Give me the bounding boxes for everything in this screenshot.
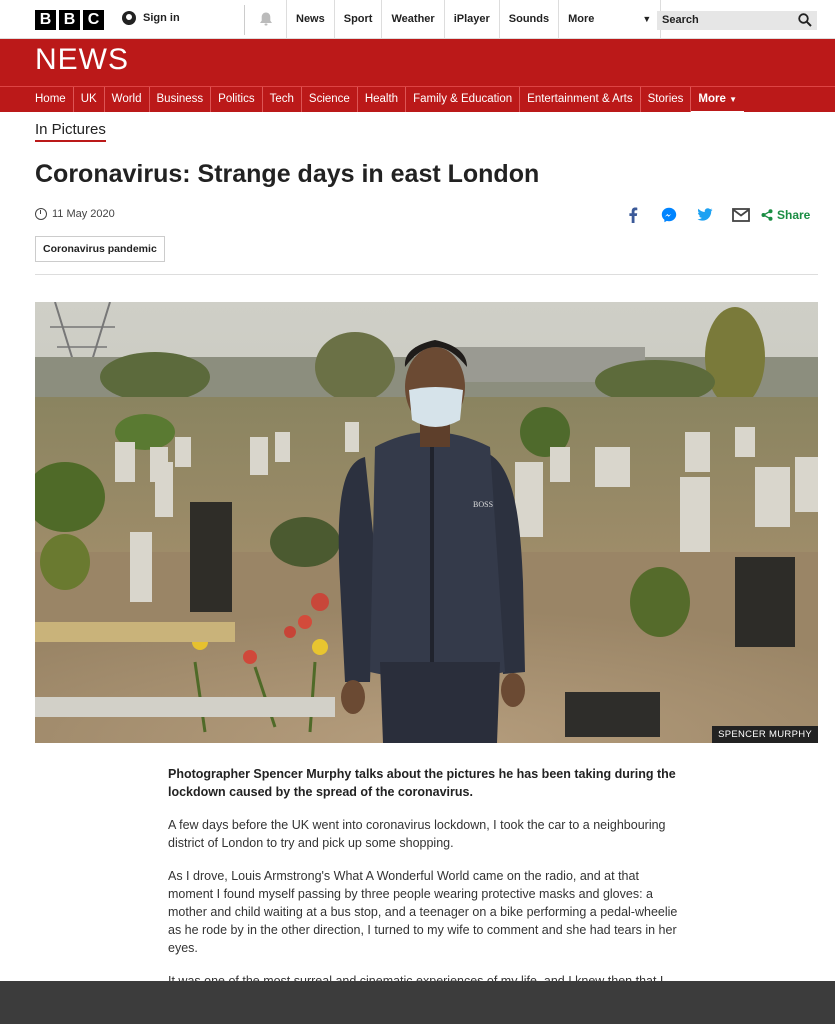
topic-tag[interactable]: Coronavirus pandemic (35, 236, 165, 262)
bbc-logo[interactable] (35, 10, 104, 30)
sign-in-link[interactable] (122, 11, 180, 25)
news-header (0, 39, 835, 112)
email-share-button[interactable] (723, 205, 759, 225)
section-link-in-pictures[interactable]: In Pictures (35, 121, 106, 138)
twitter-share-button[interactable] (687, 205, 723, 225)
logo-letter: B (35, 10, 56, 30)
top-navigation (286, 0, 661, 38)
topnav-iplayer[interactable]: iPlayer (444, 0, 499, 38)
chevron-down-icon: ▼ (729, 95, 738, 104)
article-headline: Coronavirus: Strange days in east London (35, 160, 540, 188)
header-divider (35, 274, 818, 275)
news-nav-tech[interactable]: Tech (263, 87, 302, 112)
news-nav-stories[interactable]: Stories (641, 87, 692, 112)
logo-letter: C (83, 10, 104, 30)
news-nav-politics[interactable]: Politics (211, 87, 262, 112)
sign-in-label: Sign in (143, 12, 180, 24)
news-nav-business[interactable]: Business (150, 87, 212, 112)
chevron-down-icon: ▼ (642, 14, 652, 24)
facebook-icon (628, 207, 638, 223)
facebook-share-button[interactable] (615, 205, 651, 225)
news-nav-more[interactable] (691, 87, 744, 112)
share-tools (615, 205, 810, 225)
share-button[interactable] (761, 208, 810, 222)
news-nav-more-label: More (698, 93, 726, 105)
topnav-weather[interactable]: Weather (381, 0, 443, 38)
divider (244, 5, 245, 35)
twitter-icon (697, 208, 713, 222)
search-box[interactable] (657, 11, 817, 30)
news-nav-health[interactable]: Health (358, 87, 406, 112)
news-navigation (0, 86, 835, 112)
clock-icon (35, 208, 47, 220)
news-nav-science[interactable]: Science (302, 87, 358, 112)
date-text: 11 May 2020 (52, 208, 115, 220)
email-icon (732, 208, 750, 222)
user-icon (122, 11, 136, 25)
topnav-more[interactable] (558, 0, 661, 38)
search-placeholder: Search (662, 14, 699, 26)
topnav-sport[interactable]: Sport (334, 0, 382, 38)
messenger-share-button[interactable] (651, 205, 687, 225)
share-label: Share (777, 208, 811, 222)
article-paragraph: A few days before the UK went into coronavirus lockdown, I took the car to a neighbouring district of London to try and pick up some shopping. (168, 818, 666, 850)
news-nav-world[interactable]: World (105, 87, 150, 112)
share-icon (761, 209, 773, 221)
notifications-bell-icon[interactable] (258, 11, 274, 27)
article-date (35, 208, 115, 220)
news-nav-home[interactable]: Home (28, 87, 74, 112)
news-logo[interactable]: NEWS (35, 43, 129, 76)
article-body (168, 765, 683, 1005)
bbc-masthead (0, 0, 835, 39)
topnav-sounds[interactable]: Sounds (499, 0, 558, 38)
topnav-news[interactable]: News (286, 0, 334, 38)
search-icon[interactable] (798, 13, 812, 27)
logo-letter: B (59, 10, 80, 30)
photo-credit: SPENCER MURPHY (712, 726, 818, 743)
article-introduction: Photographer Spencer Murphy talks about the pictures he has been taking during the lockdown caused by the spread of the coronavirus. (168, 767, 676, 799)
news-nav-uk[interactable]: UK (74, 87, 105, 112)
bottom-overlay-bar (0, 981, 835, 1024)
article-paragraph: As I drove, Louis Armstrong's What A Wonderful World came on the radio, and at that moment I found myself passing by three people wearing protective masks and gloves: a mother and child waiting at a bus stop, and a teenager on a bike performing a pedal-wheelie as he rode by in the other direction, I turned to my wife to comment and she had tears in her eyes. (168, 869, 678, 955)
svg-text:BOSS: BOSS (473, 500, 494, 509)
messenger-icon (661, 207, 677, 223)
article-photo (35, 302, 818, 743)
cemetery-portrait-image (35, 302, 818, 743)
news-nav-entertainment-arts[interactable]: Entertainment & Arts (520, 87, 640, 112)
news-nav-family-education[interactable]: Family & Education (406, 87, 520, 112)
topnav-more-label: More (568, 13, 595, 25)
